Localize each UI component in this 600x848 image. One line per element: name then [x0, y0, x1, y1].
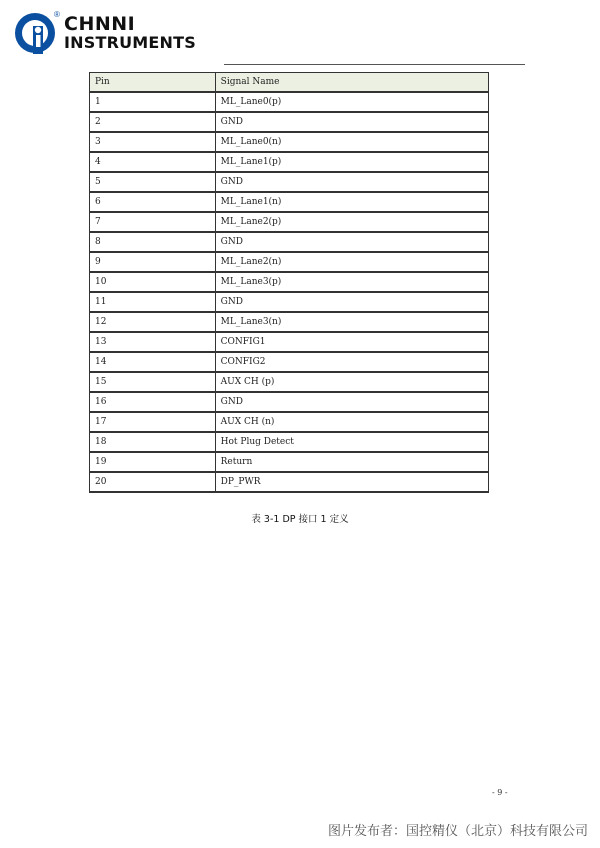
pin-number-cell: 9 — [90, 252, 216, 272]
table-row — [90, 232, 489, 252]
pin-number-cell: 10 — [90, 272, 216, 292]
pin-number-cell: 6 — [90, 192, 216, 212]
pin-number-cell: 7 — [90, 212, 216, 232]
pin-definition-table — [89, 72, 489, 493]
ci-logo-icon — [14, 12, 56, 54]
pin-number-cell: 1 — [90, 92, 216, 112]
signal-name-cell: DP_PWR — [215, 472, 488, 492]
table-row — [90, 472, 489, 492]
table-row — [90, 352, 489, 372]
signal-name-cell: ML_Lane1(n) — [215, 192, 488, 212]
pin-number-cell: 16 — [90, 392, 216, 412]
table-row — [90, 392, 489, 412]
pin-number-cell: 14 — [90, 352, 216, 372]
signal-name-cell: AUX CH (p) — [215, 372, 488, 392]
table-row — [90, 252, 489, 272]
table-row — [90, 372, 489, 392]
table-row — [90, 132, 489, 152]
table-row — [90, 172, 489, 192]
pin-number-cell: 5 — [90, 172, 216, 192]
table-row — [90, 452, 489, 472]
table-header-row — [90, 73, 489, 93]
table-row — [90, 412, 489, 432]
signal-name-cell: GND — [215, 292, 488, 312]
pin-number-cell: 12 — [90, 312, 216, 332]
table-caption: 表 3-1 DP 接口 1 定义 — [251, 514, 349, 525]
pin-number-cell: 8 — [90, 232, 216, 252]
pin-number-cell: 4 — [90, 152, 216, 172]
signal-name-cell: Return — [215, 452, 488, 472]
signal-name-cell: GND — [215, 392, 488, 412]
brand-name-line2: INSTRUMENTS — [64, 33, 196, 52]
table-row — [90, 152, 489, 172]
table-row — [90, 192, 489, 212]
signal-name-cell: ML_Lane2(n) — [215, 252, 488, 272]
table-row — [90, 212, 489, 232]
table-row — [90, 312, 489, 332]
signal-name-cell: ML_Lane3(n) — [215, 312, 488, 332]
pin-number-cell: 15 — [90, 372, 216, 392]
signal-name-cell: ML_Lane0(p) — [215, 92, 488, 112]
pin-number-cell: 20 — [90, 472, 216, 492]
table-row — [90, 92, 489, 112]
signal-name-cell: ML_Lane3(p) — [215, 272, 488, 292]
signal-name-cell: CONFIG1 — [215, 332, 488, 352]
column-header-pin: Pin — [90, 73, 216, 93]
signal-name-cell: GND — [215, 232, 488, 252]
page-header — [14, 10, 514, 58]
pin-number-cell: 3 — [90, 132, 216, 152]
signal-name-cell: ML_Lane0(n) — [215, 132, 488, 152]
signal-name-cell: ML_Lane2(p) — [215, 212, 488, 232]
header-rule — [224, 64, 525, 65]
signal-name-cell: Hot Plug Detect — [215, 432, 488, 452]
pin-number-cell: 13 — [90, 332, 216, 352]
pin-number-cell: 11 — [90, 292, 216, 312]
signal-name-cell: GND — [215, 112, 488, 132]
signal-name-cell: ML_Lane1(p) — [215, 152, 488, 172]
signal-name-cell: AUX CH (n) — [215, 412, 488, 432]
table-row — [90, 332, 489, 352]
pin-number-cell: 17 — [90, 412, 216, 432]
page-number: - 9 - — [492, 788, 508, 797]
table-row — [90, 292, 489, 312]
brand-name-line1: CHNNI — [64, 13, 136, 35]
pin-number-cell: 18 — [90, 432, 216, 452]
pin-number-cell: 2 — [90, 112, 216, 132]
pin-number-cell: 19 — [90, 452, 216, 472]
column-header-signal-name: Signal Name — [215, 73, 488, 93]
signal-name-cell: CONFIG2 — [215, 352, 488, 372]
table-row — [90, 432, 489, 452]
table-row — [90, 272, 489, 292]
signal-name-cell: GND — [215, 172, 488, 192]
publisher-watermark: 图片发布者：国控精仪（北京）科技有限公司 — [327, 824, 588, 839]
table-row — [90, 112, 489, 132]
registered-mark: ® — [54, 10, 60, 19]
